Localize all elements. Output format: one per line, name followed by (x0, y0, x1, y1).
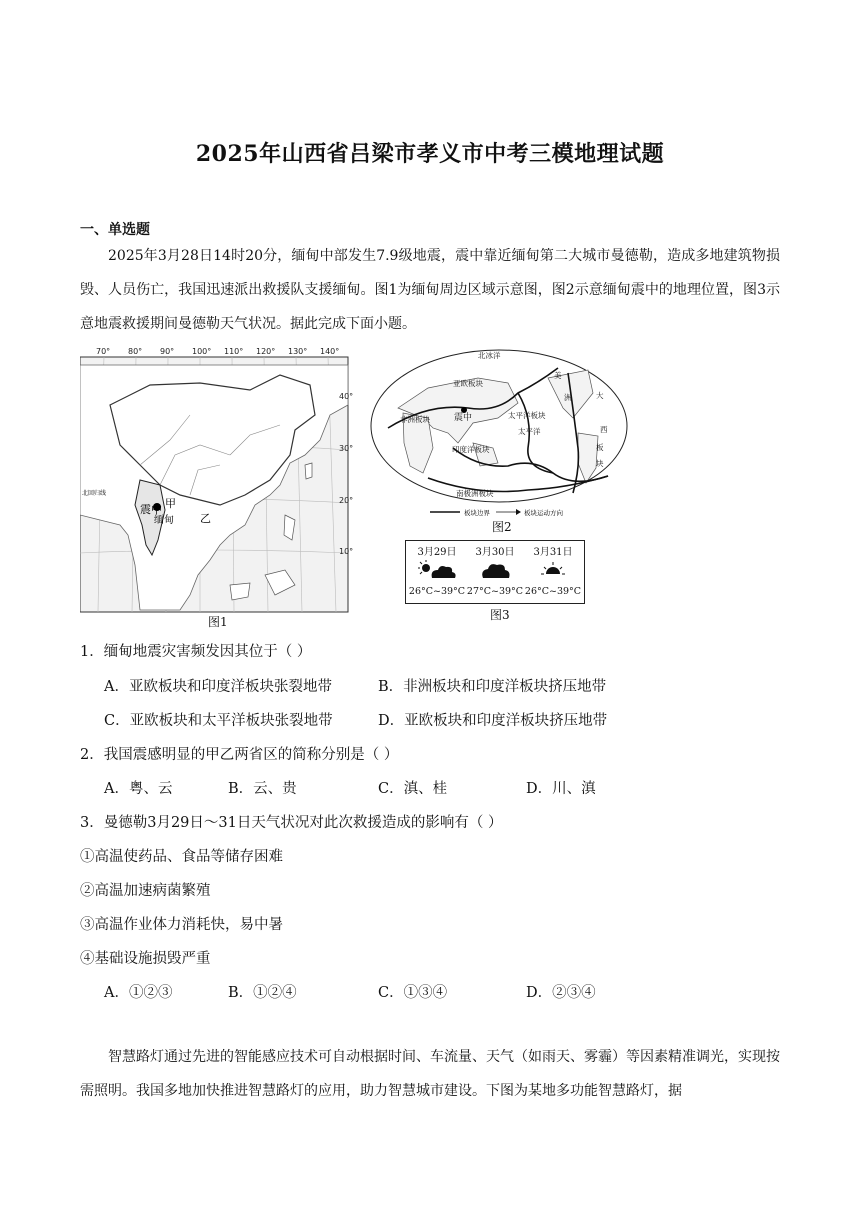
figure-3 (405, 540, 585, 622)
figure-1-caption: 图1 (208, 615, 228, 629)
longitude-label: 90° (160, 347, 175, 356)
indian-plate-label: 印度洋板块 (452, 445, 490, 454)
longitude-label: 120° (256, 347, 276, 356)
america-label-2: 洲 (564, 393, 572, 402)
figure-3-caption: 图3 (490, 608, 510, 622)
longitude-label: 110° (224, 347, 244, 356)
america-label-1: 美 (554, 371, 562, 380)
question-3-statement-4: ④基础设施损毁严重 (80, 951, 211, 967)
longitude-label: 100° (192, 347, 212, 356)
figure-2-caption: 图2 (492, 520, 512, 534)
longitude-label: 70° (96, 347, 111, 356)
longitude-label: 140° (320, 347, 340, 356)
america-label-3: 板 (596, 443, 604, 452)
question-1-option-a: A．亚欧板块和印度洋板块张裂地带 (104, 679, 332, 695)
yi-label: 乙 (200, 512, 211, 525)
weather-day-3 (524, 543, 582, 601)
weather-temp: 26°C~39°C (524, 586, 582, 597)
america-label-4: 块 (596, 459, 604, 468)
country-label: 缅甸 (154, 515, 174, 526)
pacific-ocean-label: 太平洋 (518, 427, 541, 436)
weather-date: 3月29日 (417, 547, 457, 558)
question-2-stem: 2．我国震感明显的甲乙两省区的简称分别是（ ） (80, 747, 399, 763)
longitude-label: 130° (288, 347, 308, 356)
question-2-option-c: C．滇、桂 (378, 781, 448, 797)
latitude-label: 20° (339, 496, 354, 505)
longitude-label: 80° (128, 347, 143, 356)
question-1-stem: 1．缅甸地震灾害频发因其位于（ ） (80, 644, 312, 660)
page-title: 2025年山西省吕梁市孝义市中考三模地理试题 (195, 141, 665, 167)
pacific-plate-label: 太平洋板块 (508, 411, 546, 420)
figure-1-map (80, 345, 355, 630)
sun-icon (524, 558, 582, 582)
question-3-statement-1: ①高温使药品、食品等储存困难 (80, 849, 283, 865)
cloud-icon (466, 558, 524, 582)
latitude-label: 40° (339, 392, 354, 401)
question-2-option-b: B．云、贵 (228, 781, 297, 797)
question-1-option-c: C．亚欧板块和太平洋板块张裂地带 (104, 713, 333, 729)
arctic-label: 北冰洋 (478, 351, 501, 360)
figure-2-plate-map (368, 348, 630, 520)
weather-temp: 26°C~39°C (408, 586, 466, 597)
sun-cloud-icon (408, 558, 466, 582)
eurasian-label: 亚欧板块 (453, 379, 483, 388)
weather-day-1 (408, 543, 466, 601)
question-3-statement-3: ③高温作业体力消耗快，易中暑 (80, 917, 283, 933)
question-2-option-d: D．川、滇 (526, 781, 596, 797)
question-3-option-c: C．①③④ (378, 985, 448, 1001)
epicenter-label-2: 震中 (454, 413, 473, 423)
latitude-label: 10° (339, 547, 354, 556)
antarctic-label: 南极洲板块 (456, 489, 494, 498)
weather-day-2 (466, 543, 524, 601)
weather-date: 3月30日 (475, 547, 515, 558)
section-title: 一、单选题 (80, 222, 150, 238)
atlantic-label-2: 西 (600, 425, 608, 434)
weather-date: 3月31日 (533, 547, 573, 558)
tropic-label: 北回归线 (82, 490, 107, 497)
question-1-option-d: D．亚欧板块和印度洋板块挤压地带 (378, 713, 608, 729)
question-3-statement-2: ②高温加速病菌繁殖 (80, 883, 211, 899)
latitude-label: 30° (339, 444, 354, 453)
intro-paragraph: 2025年3月28日14时20分，缅甸中部发生7.9级地震，震中靠近缅甸第二大城市曼德勒，造成多地建筑物损毁、人员伤亡，我国迅速派出救援队支援缅甸。图1为缅甸周边区域示意图，图2示意缅甸震中的地理位置，图3示意地震救援期间曼德勒天气状况。据此完成下面小题。 (80, 248, 780, 332)
figure-1 (80, 345, 355, 630)
question-1-option-b: B．非洲板块和印度洋板块挤压地带 (378, 679, 607, 695)
second-paragraph: 智慧路灯通过先进的智能感应技术可自动根据时间、车流量、天气（如雨天、雾霾）等因素精准调光，实现按需照明。我国多地加快推进智慧路灯的应用，助力智慧城市建设。下图为某地多功能智慧路灯，据 (80, 1049, 780, 1099)
question-2-option-a: A．粤、云 (104, 781, 173, 797)
question-3-option-a: A．①②③ (104, 985, 173, 1001)
legend-boundary: 板块边界 (464, 509, 490, 517)
legend-motion: 板块运动方向 (524, 509, 563, 517)
weather-temp: 27°C~39°C (466, 586, 524, 597)
epicenter-label: 震中 (140, 503, 162, 516)
weather-box (405, 540, 585, 604)
question-3-stem: 3．曼德勒3月29日～31日天气状况对此次救援造成的影响有（ ） (80, 815, 503, 831)
question-3-option-b: B．①②④ (228, 985, 297, 1001)
question-3-option-d: D．②③④ (526, 985, 596, 1001)
jia-label: 甲 (165, 497, 176, 510)
african-label: 非洲板块 (400, 415, 430, 424)
figure-2 (368, 348, 630, 536)
atlantic-label-1: 大 (596, 391, 604, 400)
